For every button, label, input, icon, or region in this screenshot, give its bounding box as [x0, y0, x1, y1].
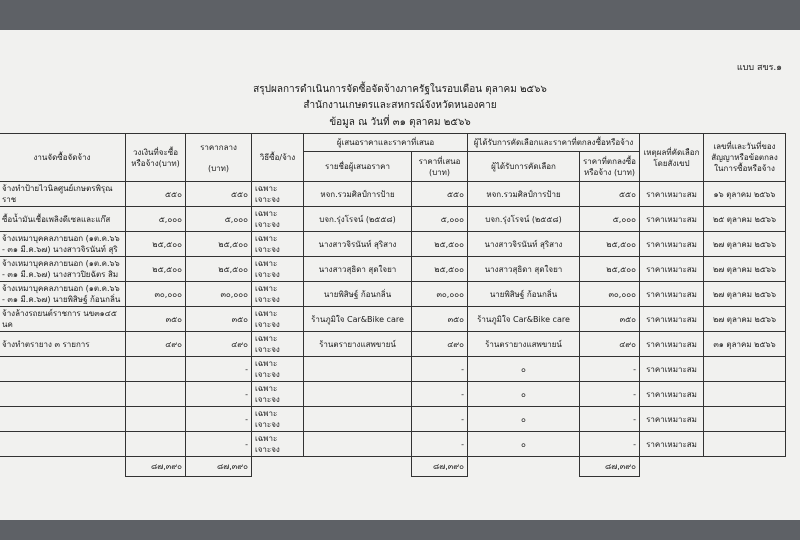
totals-spacer	[0, 457, 126, 477]
cell-agreed: ๓๐,๐๐๐	[580, 282, 640, 307]
table-row	[0, 407, 786, 432]
cell-budget: ๕๕๐	[126, 182, 186, 207]
cell-agreed: -	[580, 382, 640, 407]
cell-method: เฉพาะเจาะจง	[252, 232, 304, 257]
cell-winner: ร้านภูมิใจ Car&Bike care	[468, 307, 580, 332]
cell-bidder	[304, 357, 412, 382]
table-row	[0, 382, 786, 407]
cell-median: ๕,๐๐๐	[186, 207, 252, 232]
cell-winner: นายพิสิษฐ์ ก้อนกลิ่น	[468, 282, 580, 307]
cell-reason: ราคาเหมาะสม	[640, 432, 704, 457]
cell-agreed: ๒๕,๕๐๐	[580, 232, 640, 257]
cell-median: ๓๐,๐๐๐	[186, 282, 252, 307]
cell-bidder: นางสาวสุธิดา สุดใจยา	[304, 257, 412, 282]
cell-item	[0, 382, 126, 407]
header-item: งานจัดซื้อจัดจ้าง	[0, 134, 126, 182]
cell-median: ๔๙๐	[186, 332, 252, 357]
cell-winner: ๐	[468, 357, 580, 382]
header-contract: เลขที่และวันที่ของสัญญาหรือข้อตกลงในการซื้อหรือจ้าง	[704, 134, 786, 182]
header-reason: เหตุผลที่คัดเลือกโดยสังเขป	[640, 134, 704, 182]
cell-reason: ราคาเหมาะสม	[640, 307, 704, 332]
cell-agreed: ๔๙๐	[580, 332, 640, 357]
cell-item: จ้างทำตรายาง ๓ รายการ	[0, 332, 126, 357]
cell-contract	[704, 382, 786, 407]
cell-reason: ราคาเหมาะสม	[640, 357, 704, 382]
cell-reason: ราคาเหมาะสม	[640, 382, 704, 407]
cell-agreed: -	[580, 432, 640, 457]
cell-agreed: ๒๕,๕๐๐	[580, 257, 640, 282]
cell-reason: ราคาเหมาะสม	[640, 407, 704, 432]
table-row	[0, 182, 786, 207]
cell-item	[0, 357, 126, 382]
header-median-label: ราคากลาง	[200, 142, 237, 152]
header-method: วิธีซื้อ/จ้าง	[252, 134, 304, 182]
cell-winner: ๐	[468, 432, 580, 457]
cell-contract: ๒๗ ตุลาคม ๒๕๖๖	[704, 307, 786, 332]
cell-median: -	[186, 357, 252, 382]
cell-item: จ้างล้างรถยนต์ราชการ นข๓๑๔๕ นค	[0, 307, 126, 332]
cell-reason: ราคาเหมาะสม	[640, 332, 704, 357]
cell-median: -	[186, 407, 252, 432]
totals-spacer	[252, 457, 304, 477]
cell-method: เฉพาะเจาะจง	[252, 182, 304, 207]
total-budget: ๘๗,๓๙๐	[126, 457, 186, 477]
cell-median: -	[186, 432, 252, 457]
cell-bid: ๕๕๐	[412, 182, 468, 207]
cell-method: เฉพาะเจาะจง	[252, 407, 304, 432]
procurement-table	[0, 133, 786, 477]
table-row	[0, 357, 786, 382]
cell-reason: ราคาเหมาะสม	[640, 282, 704, 307]
cell-bid: ๓๕๐	[412, 307, 468, 332]
cell-reason: ราคาเหมาะสม	[640, 257, 704, 282]
header-bidder-name: รายชื่อผู้เสนอราคา	[304, 152, 412, 182]
cell-item: จ้างเหมาบุคคลภายนอก (๑ต.ค.๖๖ - ๓๑ มี.ค.๖๗) นายพิสิษฐ์ ก้อนกลิ่น	[0, 282, 126, 307]
cell-bid: ๔๙๐	[412, 332, 468, 357]
cell-median: ๒๕,๕๐๐	[186, 257, 252, 282]
cell-bidder: นางสาวจิรนันท์ สุริสาง	[304, 232, 412, 257]
cell-item: จ้างทำป้ายไวนิลศูนย์เกษตรพิรุณราช	[0, 182, 126, 207]
cell-bidder	[304, 407, 412, 432]
cell-reason: ราคาเหมาะสม	[640, 182, 704, 207]
cell-winner: นางสาวสุธิดา สุดใจยา	[468, 257, 580, 282]
cell-contract	[704, 407, 786, 432]
header-winner-name: ผู้ได้รับการคัดเลือก	[468, 152, 580, 182]
cell-bid: ๒๕,๕๐๐	[412, 257, 468, 282]
header-median	[186, 134, 252, 182]
cell-bidder	[304, 432, 412, 457]
cell-winner: นางสาวจิรนันท์ สุริสาง	[468, 232, 580, 257]
cell-contract: ๑๖ ตุลาคม ๒๕๖๖	[704, 182, 786, 207]
table-row	[0, 307, 786, 332]
cell-budget: ๒๕,๕๐๐	[126, 232, 186, 257]
cell-method: เฉพาะเจาะจง	[252, 382, 304, 407]
table-row	[0, 282, 786, 307]
cell-reason: ราคาเหมาะสม	[640, 232, 704, 257]
header-bid-price-unit: (บาท)	[428, 167, 451, 177]
cell-median: ๒๕,๕๐๐	[186, 232, 252, 257]
cell-item: ซื้อน้ำมันเชื้อเพลิงดีเซลและแก๊ส	[0, 207, 126, 232]
cell-budget: ๕,๐๐๐	[126, 207, 186, 232]
header-bid-price-label: ราคาที่เสนอ	[418, 156, 461, 166]
cell-contract: ๓๑ ตุลาคม ๒๕๖๖	[704, 332, 786, 357]
header-bid-price	[412, 152, 468, 182]
cell-median: ๕๕๐	[186, 182, 252, 207]
agency-name: สำนักงานเกษตรและสหกรณ์จังหวัดหนองคาย	[303, 100, 497, 111]
cell-budget	[126, 407, 186, 432]
header-winner-group: ผู้ได้รับการคัดเลือกและราคาที่ตกลงซื้อหรือจ้าง	[468, 134, 640, 152]
form-code: แบบ สขร.๑	[736, 63, 782, 73]
cell-contract	[704, 432, 786, 457]
cell-method: เฉพาะเจาะจง	[252, 357, 304, 382]
cell-winner: ๐	[468, 407, 580, 432]
cell-winner: ร้านตรายางแสพขายน์	[468, 332, 580, 357]
cell-bid: -	[412, 357, 468, 382]
cell-method: เฉพาะเจาะจง	[252, 307, 304, 332]
cell-item: จ้างเหมาบุคคลภายนอก (๑ต.ค.๖๖ - ๓๑ มี.ค.๖๗) นางสาวจิรนันท์ สุริ	[0, 232, 126, 257]
cell-budget	[126, 357, 186, 382]
cell-bid: ๓๐,๐๐๐	[412, 282, 468, 307]
cell-budget: ๓๐,๐๐๐	[126, 282, 186, 307]
totals-spacer	[468, 457, 580, 477]
cell-contract: ๒๗ ตุลาคม ๒๕๖๖	[704, 232, 786, 257]
cell-bid: -	[412, 407, 468, 432]
cell-bid: -	[412, 382, 468, 407]
cell-method: เฉพาะเจาะจง	[252, 207, 304, 232]
totals-spacer	[704, 457, 786, 477]
cell-bid: -	[412, 432, 468, 457]
cell-agreed: ๕๕๐	[580, 182, 640, 207]
cell-reason: ราคาเหมาะสม	[640, 207, 704, 232]
total-agreed: ๘๗,๓๙๐	[580, 457, 640, 477]
table-row	[0, 232, 786, 257]
cell-contract	[704, 357, 786, 382]
cell-median: -	[186, 382, 252, 407]
table-row	[0, 432, 786, 457]
total-median: ๘๗,๓๙๐	[186, 457, 252, 477]
header-bidders-group: ผู้เสนอราคาและราคาที่เสนอ	[304, 134, 468, 152]
cell-contract: ๒๗ ตุลาคม ๒๕๖๖	[704, 257, 786, 282]
total-bid: ๘๗,๓๙๐	[412, 457, 468, 477]
cell-method: เฉพาะเจาะจง	[252, 432, 304, 457]
document-title: สรุปผลการดำเนินการจัดซื้อจัดจ้างภาครัฐในรอบเดือน ตุลาคม ๒๕๖๖	[253, 84, 547, 95]
cell-item	[0, 407, 126, 432]
cell-budget	[126, 382, 186, 407]
cell-contract: ๒๗ ตุลาคม ๒๕๖๖	[704, 282, 786, 307]
cell-winner: บจก.รุ่งโรจน์ (๒๕๕๘)	[468, 207, 580, 232]
cell-method: เฉพาะเจาะจง	[252, 282, 304, 307]
header-agreed-price: ราคาที่ตกลงซื้อหรือจ้าง (บาท)	[580, 152, 640, 182]
cell-bidder: ร้านภูมิใจ Car&Bike care	[304, 307, 412, 332]
totals-spacer	[304, 457, 412, 477]
as-of-date: ข้อมูล ณ วันที่ ๓๑ ตุลาคม ๒๕๖๖	[329, 117, 471, 128]
cell-budget: ๔๙๐	[126, 332, 186, 357]
cell-agreed: ๕,๐๐๐	[580, 207, 640, 232]
cell-agreed: -	[580, 357, 640, 382]
header-median-unit: (บาท)	[207, 163, 230, 173]
cell-bidder: นายพิสิษฐ์ ก้อนกลิ่น	[304, 282, 412, 307]
cell-budget: ๓๕๐	[126, 307, 186, 332]
totals-spacer	[640, 457, 704, 477]
cell-bidder: หจก.รวมศิลป์การป้าย	[304, 182, 412, 207]
cell-item	[0, 432, 126, 457]
cell-budget	[126, 432, 186, 457]
cell-bidder: ร้านตรายางแสพขายน์	[304, 332, 412, 357]
cell-item: จ้างเหมาบุคคลภายนอก (๑ต.ค.๖๖ - ๓๑ มี.ค.๖๗) นางสาวปิยฉัตร สิม	[0, 257, 126, 282]
cell-budget: ๒๕,๕๐๐	[126, 257, 186, 282]
cell-winner: หจก.รวมศิลป์การป้าย	[468, 182, 580, 207]
table-row	[0, 332, 786, 357]
header-budget: วงเงินที่จะซื้อหรือจ้าง(บาท)	[126, 134, 186, 182]
cell-contract: ๒๕ ตุลาคม ๒๕๖๖	[704, 207, 786, 232]
totals-row	[0, 457, 786, 477]
cell-agreed: -	[580, 407, 640, 432]
cell-bidder	[304, 382, 412, 407]
table-body	[0, 182, 786, 457]
cell-method: เฉพาะเจาะจง	[252, 332, 304, 357]
cell-winner: ๐	[468, 382, 580, 407]
table-row	[0, 207, 786, 232]
cell-bid: ๒๕,๕๐๐	[412, 232, 468, 257]
cell-bid: ๕,๐๐๐	[412, 207, 468, 232]
cell-bidder: บจก.รุ่งโรจน์ (๒๕๕๘)	[304, 207, 412, 232]
cell-agreed: ๓๕๐	[580, 307, 640, 332]
cell-median: ๓๕๐	[186, 307, 252, 332]
cell-method: เฉพาะเจาะจง	[252, 257, 304, 282]
table-row	[0, 257, 786, 282]
